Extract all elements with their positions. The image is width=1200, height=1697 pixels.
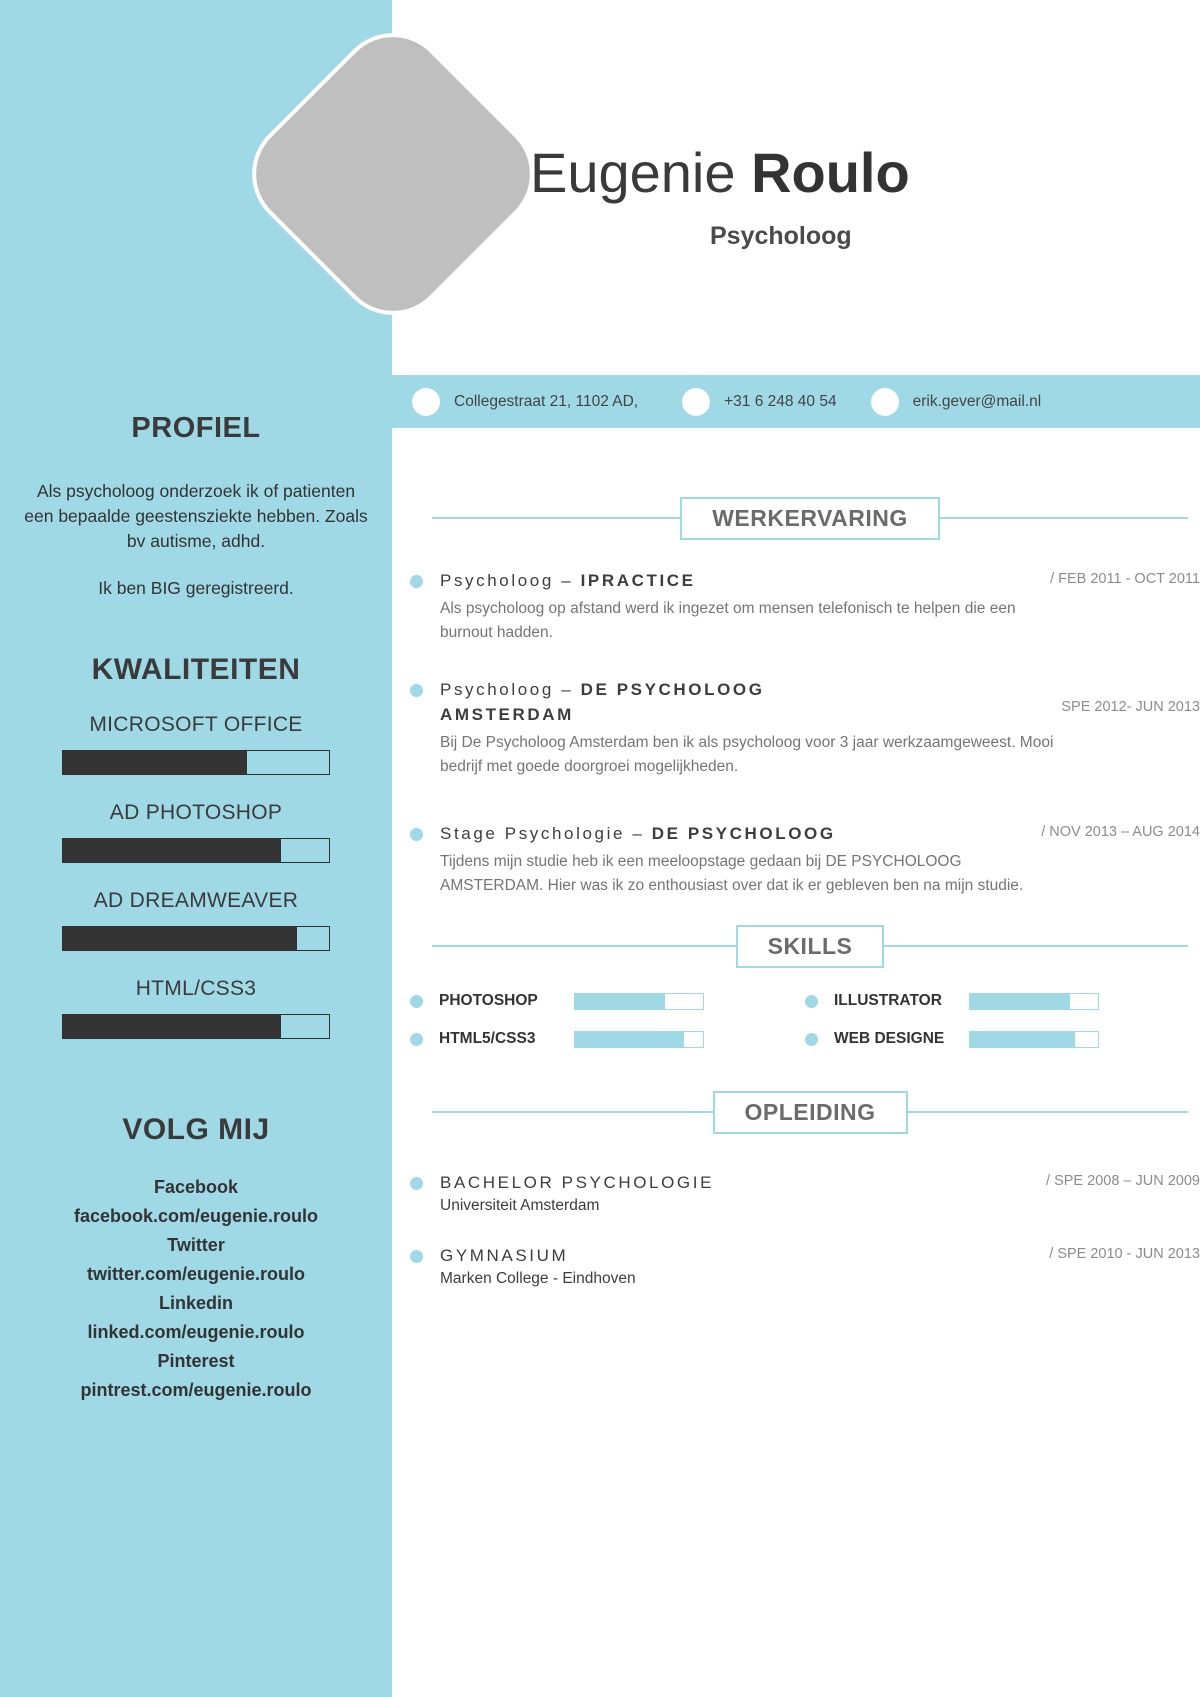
quality-bar-fill (63, 1015, 281, 1038)
social-url-pinterest[interactable]: pintrest.com/eugenie.roulo (80, 1380, 312, 1400)
skills-section-header (392, 926, 1200, 966)
divider-line-right (908, 1111, 1189, 1113)
page-title (530, 140, 910, 205)
skill-bar (574, 1031, 704, 1048)
social-network-pinterest: Pinterest (157, 1351, 235, 1371)
social-network-facebook: Facebook (153, 1177, 239, 1197)
experience-entry (392, 568, 1200, 645)
social-network-linkedin: Linkedin (158, 1293, 233, 1313)
bullet-icon (805, 995, 818, 1008)
quality-label: AD DREAMWEAVER (93, 889, 299, 912)
education-title: GYMNASIUM (440, 1246, 569, 1265)
quality-item-ad-dreamweaver (0, 889, 392, 951)
bullet-icon (410, 1250, 423, 1263)
skill-bar (969, 1031, 1099, 1048)
education-entry (392, 1243, 1200, 1288)
skill-label: ILLUSTRATOR (834, 992, 942, 1009)
social-links (0, 1173, 392, 1405)
contact-address (412, 388, 638, 416)
experience-title-plain: Psycholoog – (440, 571, 581, 590)
quality-bar (62, 1014, 330, 1039)
profile-text-secondary: Ik ben BIG geregistreerd. (98, 578, 294, 598)
education-entry (392, 1170, 1200, 1215)
bullet-icon (410, 575, 423, 588)
bullet-icon (410, 1033, 423, 1046)
divider-line-right (884, 945, 1188, 947)
skill-bar (969, 993, 1099, 1010)
bullet-icon (410, 995, 423, 1008)
quality-label: HTML/CSS3 (135, 977, 257, 1000)
experience-title (440, 568, 696, 593)
experience-section-header (392, 498, 1200, 538)
education-title: BACHELOR PSYCHOLOGIE (440, 1173, 715, 1192)
location-icon (412, 388, 440, 416)
experience-title-plain: Psycholoog – (440, 680, 581, 699)
follow-heading: VOLG MIJ (122, 1113, 270, 1146)
quality-item-microsoft-office (0, 713, 392, 775)
bullet-icon (410, 828, 423, 841)
experience-date: SPE 2012- JUN 2013 (1061, 699, 1200, 715)
mail-icon (871, 388, 899, 416)
divider-line-left (432, 517, 680, 519)
education-section-header (392, 1092, 1200, 1132)
quality-bar (62, 926, 330, 951)
quality-bar-fill (63, 839, 281, 862)
experience-title-company: DE PSYCHOLOOG (651, 824, 836, 843)
profile-heading: PROFIEL (131, 412, 261, 444)
contact-email (871, 388, 1042, 416)
divider-line-left (432, 1111, 713, 1113)
quality-bar (62, 838, 330, 863)
bullet-icon (805, 1033, 818, 1046)
profile-text: Als psycholoog onderzoek ik of patienten een bepaalde geestensziekte hebben. Zoals bv autisme, adhd. (24, 481, 368, 551)
phone-icon (682, 388, 710, 416)
quality-item-html-css3 (0, 977, 392, 1039)
skill-bar (574, 993, 704, 1010)
bullet-icon (410, 1177, 423, 1190)
experience-title-company: DE PSYCHOLOOG AMSTERDAM (440, 680, 765, 724)
quality-label: MICROSOFT OFFICE (89, 713, 303, 736)
experience-date: / NOV 2013 – AUG 2014 (1041, 824, 1200, 840)
skill-label: PHOTOSHOP (439, 992, 538, 1009)
skill-label: WEB DESIGNE (834, 1030, 945, 1047)
social-url-linkedin[interactable]: linked.com/eugenie.roulo (87, 1322, 305, 1342)
last-name: Roulo (751, 141, 910, 204)
skill-bar-fill (970, 1032, 1075, 1047)
skill-bar-fill (970, 994, 1070, 1009)
education-date: / SPE 2008 – JUN 2009 (1046, 1173, 1200, 1189)
education-date: / SPE 2010 - JUN 2013 (1049, 1246, 1200, 1262)
quality-bar (62, 750, 330, 775)
social-network-twitter: Twitter (167, 1235, 225, 1255)
skills-heading: SKILLS (736, 925, 885, 968)
experience-heading: WERKERVARING (680, 497, 940, 540)
bullet-icon (410, 684, 423, 697)
quality-label: AD PHOTOSHOP (109, 801, 283, 824)
experience-title-plain: Stage Psychologie – (440, 824, 652, 843)
skills-grid (392, 992, 1200, 1068)
contact-address-text: Collegestraat 21, 1102 AD, (454, 392, 639, 410)
skill-bar-fill (575, 994, 665, 1009)
main-content (392, 428, 1200, 1288)
skill-bar-fill (575, 1032, 684, 1047)
first-name: Eugenie (530, 141, 736, 204)
quality-item-ad-photoshop (0, 801, 392, 863)
experience-entry (392, 677, 1200, 779)
qualities-heading: KWALITEITEN (91, 653, 301, 686)
divider-line-right (940, 517, 1188, 519)
experience-title (440, 677, 880, 727)
skill-item-web-designe (805, 1030, 1200, 1048)
education-school: Marken College - Eindhoven (440, 1270, 636, 1287)
skill-item-html5-css3 (410, 1030, 805, 1048)
divider-line-left (432, 945, 736, 947)
social-url-facebook[interactable]: facebook.com/eugenie.roulo (73, 1206, 319, 1226)
education-heading: OPLEIDING (713, 1091, 908, 1134)
skill-item-illustrator (805, 992, 1200, 1010)
education-school: Universiteit Amsterdam (440, 1197, 600, 1214)
job-role: Psycholoog (710, 222, 852, 250)
contact-phone (682, 388, 836, 416)
experience-description: Bij De Psycholoog Amsterdam ben ik als psycholoog voor 3 jaar werkzaamgeweest. Mooi bedrijf met goede doorgroei mogelijkheden. (440, 734, 1054, 775)
social-url-twitter[interactable]: twitter.com/eugenie.roulo (86, 1264, 306, 1284)
experience-title-company: IPRACTICE (580, 571, 696, 590)
experience-title (440, 821, 836, 846)
experience-description: Als psycholoog op afstand werd ik ingezet om mensen telefonisch te helpen die een burnout hadden. (440, 600, 1016, 641)
skill-label: HTML5/CSS3 (439, 1030, 536, 1047)
contact-bar (392, 375, 1200, 428)
experience-entry (392, 821, 1200, 898)
contact-phone-text: +31 6 248 40 54 (724, 392, 837, 410)
quality-bar-fill (63, 751, 247, 774)
experience-description: Tijdens mijn studie heb ik een meeloopstage gedaan bij DE PSYCHOLOOG AMSTERDAM. Hier was ik zo enthousiast over dat ik er gebleven ben na mijn studie. (440, 853, 1024, 894)
experience-date: / FEB 2011 - OCT 2011 (1050, 571, 1200, 587)
skill-item-photoshop (410, 992, 805, 1010)
contact-email-text[interactable]: erik.gever@mail.nl (912, 392, 1042, 410)
quality-bar-fill (63, 927, 297, 950)
